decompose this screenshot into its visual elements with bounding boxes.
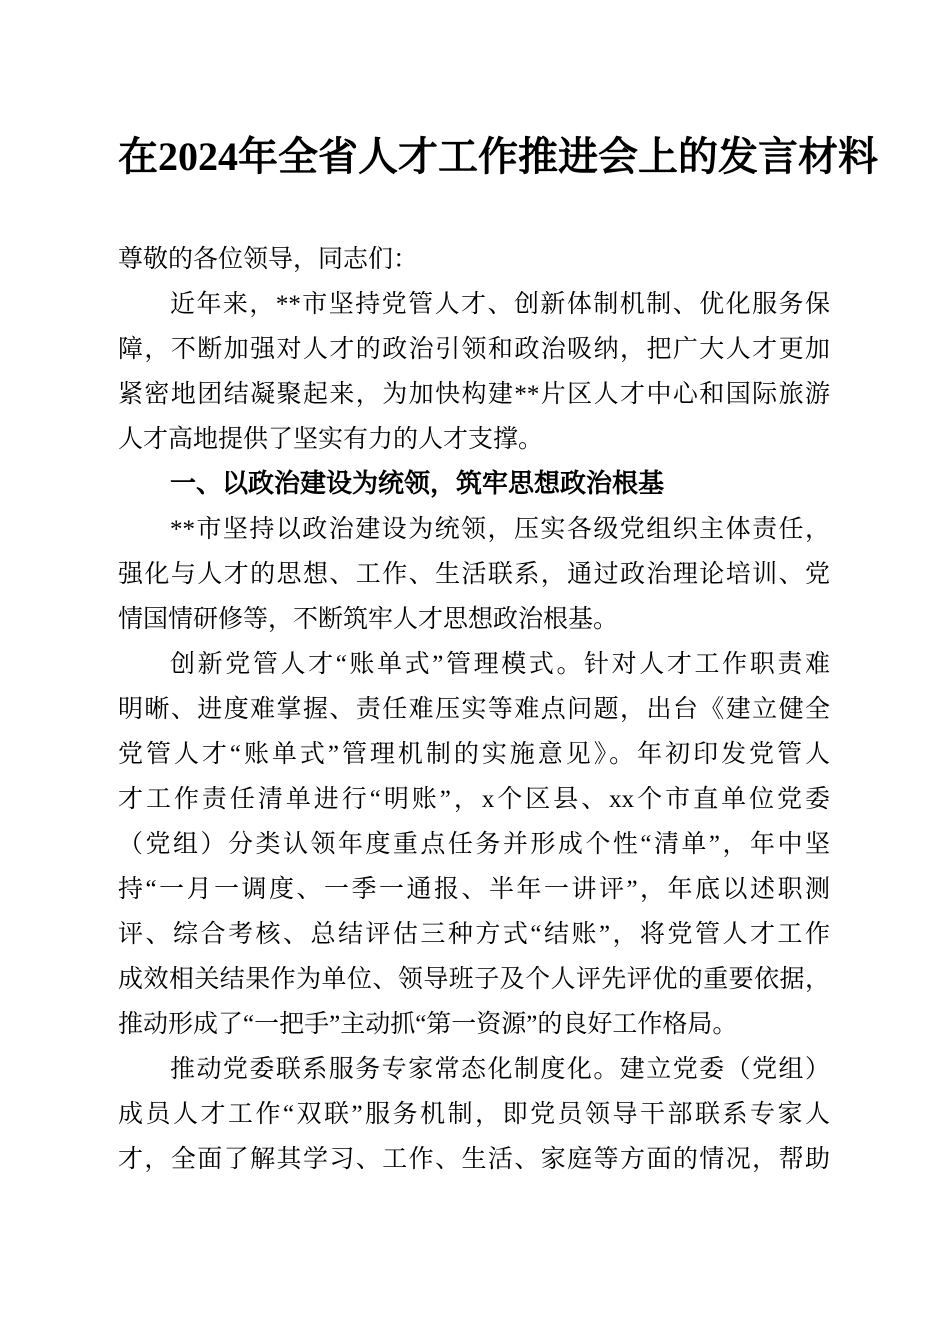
paragraph-line: 情国情研修等，不断筑牢人才思想政治根基。: [118, 606, 619, 633]
paragraph-line: 创新党管人才“账单式”管理模式。针对人才工作职责难: [170, 651, 830, 678]
paragraph-line: 推动党委联系服务专家常态化制度化。建立党委（党组）: [170, 1056, 830, 1083]
paragraph-line: 评、综合考核、总结评估三种方式“结账”，将党管人才工作: [118, 921, 830, 948]
intro-line: 近年来，**市坚持党管人才、创新体制机制、优化服务保: [170, 291, 830, 318]
paragraph-line: **市坚持以政治建设为统领，压实各级党组织主体责任，: [170, 516, 830, 543]
section-heading: 一、以政治建设为统领，筑牢思想政治根基: [170, 469, 665, 499]
paragraph-line: 才，全面了解其学习、工作、生活、家庭等方面的情况，帮助: [118, 1146, 830, 1173]
paragraph-line: 明晰、进度难掌握、责任难压实等难点问题，出台《建立健全: [118, 696, 830, 723]
paragraph-line: 强化与人才的思想、工作、生活联系，通过政治理论培训、党: [118, 561, 830, 588]
document-body: [118, 237, 830, 1182]
paragraph-line: 党管人才“账单式”管理机制的实施意见》。年初印发党管人: [118, 741, 830, 768]
paragraph-line: （党组）分类认领年度重点任务并形成个性“清单”，年中坚: [118, 831, 830, 858]
paragraph-line: 推动形成了“一把手”主动抓“第一资源”的良好工作格局。: [118, 1011, 738, 1038]
paragraph-line: 持“一月一调度、一季一通报、半年一讲评”，年底以述职测: [118, 876, 830, 903]
intro-line: 人才高地提供了坚实有力的人才支撑。: [118, 426, 544, 453]
paragraph-line: 成效相关结果作为单位、领导班子及个人评先评优的重要依据，: [118, 966, 830, 993]
intro-line: 紧密地团结凝聚起来，为加快构建**片区人才中心和国际旅游: [118, 381, 830, 408]
salutation-line: 尊敬的各位领导，同志们：: [118, 246, 419, 273]
document-title: 在2024年全省人才工作推进会上的发言材料: [118, 134, 878, 179]
intro-line: 障，不断加强对人才的政治引领和政治吸纳，把广大人才更加: [118, 336, 830, 363]
paragraph-line: 成员人才工作“双联”服务机制，即党员领导干部联系专家人: [118, 1101, 830, 1128]
paragraph-line: 才工作责任清单进行“明账”，x个区县、xx个市直单位党委: [118, 786, 830, 813]
